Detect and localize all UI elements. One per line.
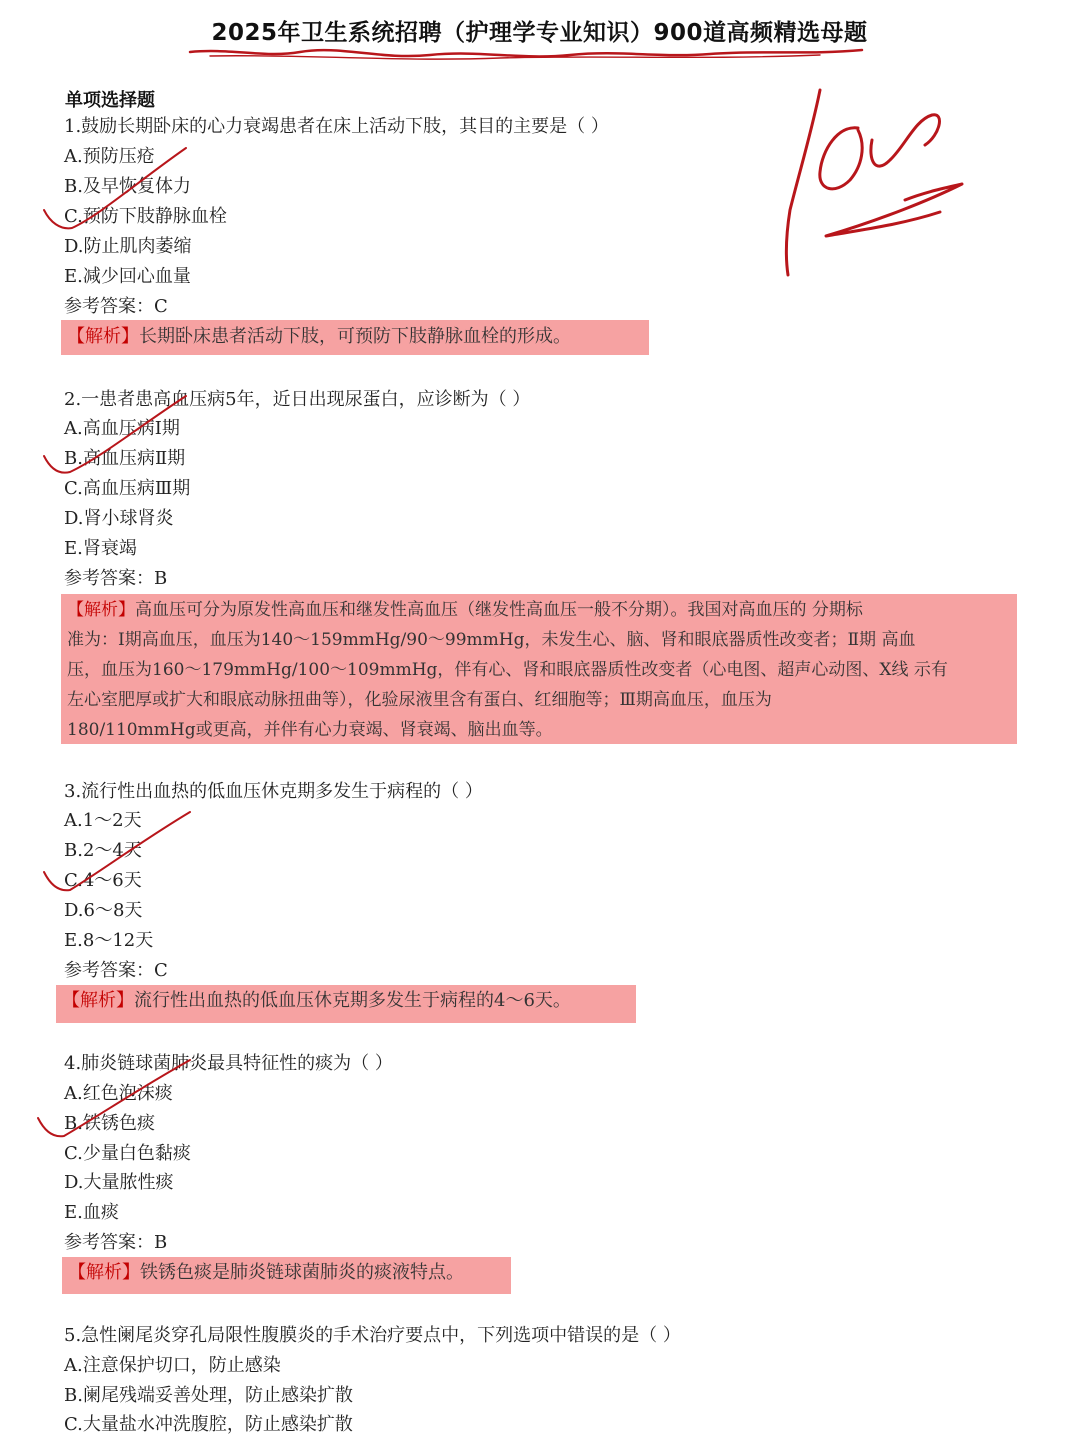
question-1-stem: 1.鼓励长期卧床的心力衰竭患者在床上活动下肢，其目的主要是（ ） xyxy=(64,116,609,137)
question-4-option-a: A.红色泡沫痰 xyxy=(64,1083,173,1104)
score-underline-zigzag xyxy=(826,184,962,236)
document-title: 2025年卫生系统招聘（护理学专业知识）900道高频精选母题 xyxy=(211,20,868,46)
question-4-option-e: E.血痰 xyxy=(64,1202,119,1223)
question-1-option-e: E.减少回心血量 xyxy=(64,266,191,287)
question-4-stem: 4.肺炎链球菌肺炎最具特征性的痰为（ ） xyxy=(64,1053,393,1074)
score-digit-1 xyxy=(786,90,820,275)
question-2-stem: 2.一患者患高血压病5年，近日出现尿蛋白，应诊断为（ ） xyxy=(64,389,531,410)
question-5-stem: 5.急性阑尾炎穿孔局限性腹膜炎的手术治疗要点中，下列选项中错误的是（ ） xyxy=(64,1325,681,1346)
question-3-explanation-text: 流行性出血热的低血压休克期多发生于病程的4～6天。 xyxy=(134,990,571,1011)
question-2-option-b: B.高血压病Ⅱ期 xyxy=(64,448,186,469)
question-2-answer: 参考答案：B xyxy=(64,568,168,589)
question-3-option-e: E.8～12天 xyxy=(64,930,154,951)
title-underline-squiggle xyxy=(190,50,862,56)
question-3-option-c: C.4～6天 xyxy=(64,870,142,891)
question-2-option-a: A.高血压病Ⅰ期 xyxy=(64,418,180,439)
question-3-option-d: D.6～8天 xyxy=(64,900,143,921)
question-1-option-c: C.预防下肢静脉血栓 xyxy=(64,206,227,227)
score-digit-0-first xyxy=(820,128,862,189)
question-1-option-d: D.防止肌肉萎缩 xyxy=(64,236,192,257)
question-5-option-a: A.注意保护切口，防止感染 xyxy=(64,1355,281,1376)
explanation-tag: 【解析】 xyxy=(62,990,134,1011)
question-3-explanation xyxy=(56,985,636,1023)
question-3-answer: 参考答案：C xyxy=(64,960,168,981)
score-mark-100 xyxy=(786,90,962,275)
question-4-option-b: B.铁锈色痰 xyxy=(64,1113,155,1134)
question-2-option-c: C.高血压病Ⅲ期 xyxy=(64,478,191,499)
question-2-explanation-line-3: 压，血压为160～179mmHg/100～109mmHg，伴有心、肾和眼底器质性改变者（心电图、超声心动图、X线 示有 xyxy=(67,660,948,680)
question-2-explanation-line-2: 准为：Ⅰ期高血压，血压为140～159mmHg/90～99mmHg，未发生心、脑、肾和眼底器质性改变者；Ⅱ期 高血 xyxy=(67,630,916,650)
question-4-explanation xyxy=(62,1257,511,1294)
explanation-tag: 【解析】 xyxy=(67,326,139,347)
score-digit-0-second xyxy=(871,115,940,166)
question-5-option-b: B.阑尾残端妥善处理，防止感染扩散 xyxy=(64,1385,353,1406)
question-4-explanation-text: 铁锈色痰是肺炎链球菌肺炎的痰液特点。 xyxy=(140,1262,464,1283)
title-underline-squiggle-2 xyxy=(210,55,820,59)
question-1-option-b: B.及早恢复体力 xyxy=(64,176,191,197)
explanation-tag: 【解析】 xyxy=(68,1262,140,1283)
question-2-explanation-line-4: 左心室肥厚或扩大和眼底动脉扭曲等），化验尿液里含有蛋白、红细胞等；Ⅲ期高血压，血压为 xyxy=(67,690,772,710)
question-2-explanation-line-5: 180/110mmHg或更高，并伴有心力衰竭、肾衰竭、脑出血等。 xyxy=(67,720,553,740)
question-1-option-a: A.预防压疮 xyxy=(64,146,155,167)
section-heading: 单项选择题 xyxy=(65,90,155,111)
question-2-explanation-line-1: 高血压可分为原发性高血压和继发性高血压（继发性高血压一般不分期）。我国对高血压的 分期标 xyxy=(135,600,863,620)
question-2-explanation xyxy=(61,594,1017,744)
question-2-option-e: E.肾衰竭 xyxy=(64,538,137,559)
question-1-explanation-text: 长期卧床患者活动下肢，可预防下肢静脉血栓的形成。 xyxy=(139,326,571,347)
question-1-answer: 参考答案：C xyxy=(64,296,168,317)
question-3-stem: 3.流行性出血热的低血压休克期多发生于病程的（ ） xyxy=(64,781,483,802)
question-4-option-d: D.大量脓性痰 xyxy=(64,1172,174,1193)
question-2-option-d: D.肾小球肾炎 xyxy=(64,508,174,529)
question-5-option-c: C.大量盐水冲洗腹腔，防止感染扩散 xyxy=(64,1414,353,1435)
explanation-tag: 【解析】 xyxy=(67,600,135,620)
question-3-option-b: B.2～4天 xyxy=(64,840,142,861)
question-4-option-c: C.少量白色黏痰 xyxy=(64,1143,191,1164)
question-3-option-a: A.1～2天 xyxy=(64,810,142,831)
question-1-explanation xyxy=(61,320,649,355)
question-4-answer: 参考答案：B xyxy=(64,1232,168,1253)
